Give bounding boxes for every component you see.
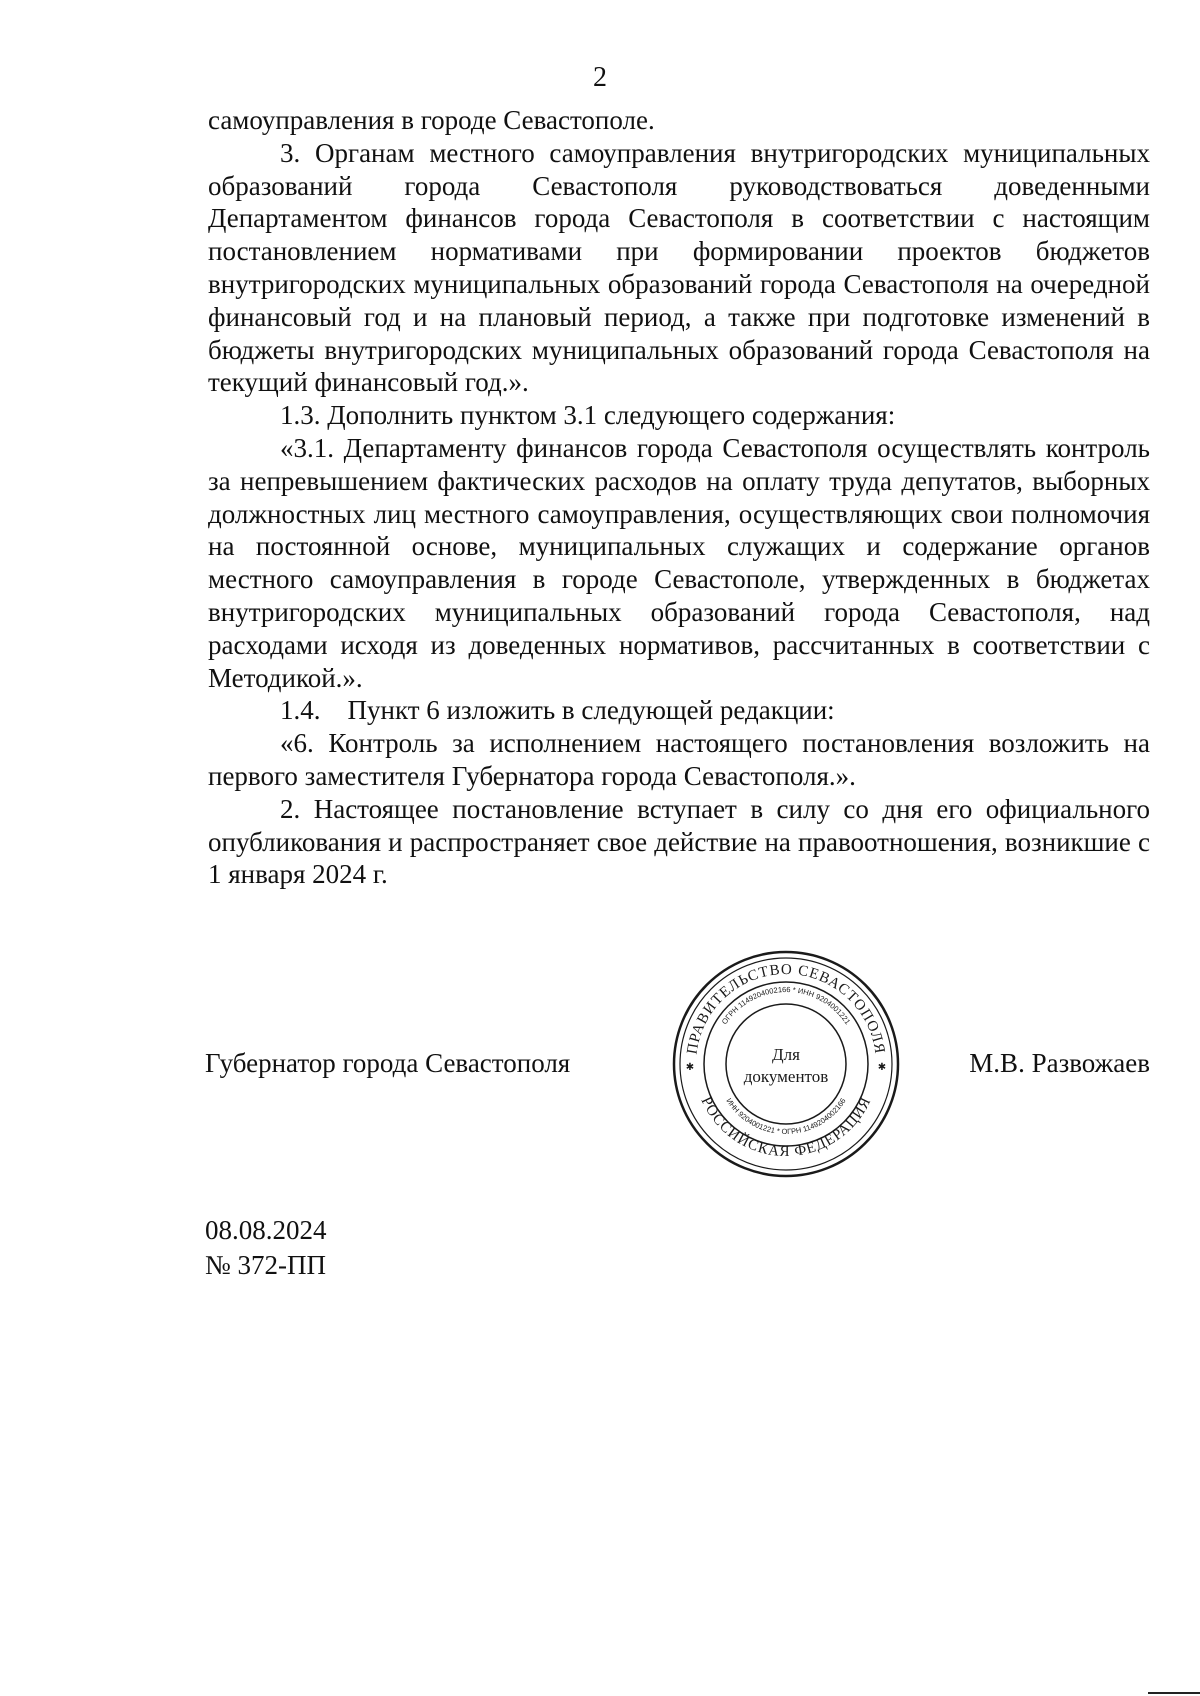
- seal-center-line-1: Для: [772, 1045, 800, 1064]
- signatory-name: М.В. Развожаев: [969, 1048, 1150, 1078]
- document-body: [208, 104, 1150, 891]
- paragraph-continuation: самоуправления в городе Севастополе.: [208, 105, 655, 135]
- seal-star-right-icon: ✱: [877, 1062, 887, 1073]
- paragraph-item-3-1: «3.1. Департаменту финансов города Севастополя осуществлять контроль за непревышением фактических расходов на оплату труда депутатов, выборных должностных лиц местного самоуправления, осуществляющих свои полномочия на постоянной основе, муниципальных служащих и содержание органов местного самоуправления в городе Севастополе, утвержденных в бюджетах внутригородских муниципальных образований города Севастополя, над расходами исходя из доведенных нормативов, рассчитанных в соответствии с Методикой.».: [208, 432, 1150, 693]
- document-date: 08.08.2024: [205, 1215, 327, 1245]
- paragraph-item-1-3: 1.3. Дополнить пунктом 3.1 следующего содержания:: [280, 400, 896, 431]
- paragraph-item-6: «6. Контроль за исполнением настоящего постановления возложить на первого заместителя Губернатора города Севастополя.».: [208, 728, 1150, 791]
- paragraph-item-3: 3. Органам местного самоуправления внутригородских муниципальных образований города Севастополя руководствоваться доведенными Департаментом финансов города Севастополя в соответствии с настоящим постановлением нормативами при формировании проектов бюджетов внутригородских муниципальных образований города Севастополя на очередной финансовый год и на плановый период, а также при подготовке изменений в бюджеты внутригородских муниципальных образований города Севастополя на текущий финансовый год.».: [208, 137, 1150, 398]
- seal-outer-text-top: ПРАВИТЕЛЬСТВО СЕВАСТОПОЛЯ: [684, 961, 888, 1056]
- seal-inner-text-top: ОГРН 1149204002166 * ИНН 9204001221: [719, 984, 853, 1027]
- paragraph-item-1-4: 1.4. Пункт 6 изложить в следующей редакции:: [280, 695, 835, 726]
- paragraph-item-2: 2. Настоящее постановление вступает в силу со дня его официального опубликования и распространяет свое действие на правоотношения, возникшие с 1 января 2024 г.: [208, 793, 1150, 890]
- svg-text:ИНН 9204001221 * ОГРН 11492040: [724, 1096, 847, 1136]
- official-seal: [670, 948, 902, 1180]
- signatory-position: Губернатор города Севастополя: [205, 1048, 571, 1078]
- page-number: 2: [593, 62, 607, 93]
- document-meta: [205, 1213, 327, 1283]
- page-corner-line: [1148, 1692, 1200, 1694]
- document-number: № 372-ПП: [205, 1250, 326, 1280]
- seal-inner-text-bottom: ИНН 9204001221 * ОГРН 1149204002166: [724, 1096, 848, 1137]
- seal-outer-text-bottom: РОССИЙСКАЯ ФЕДЕРАЦИЯ: [697, 1094, 875, 1161]
- seal-center-line-2: документов: [743, 1067, 829, 1086]
- seal-star-left-icon: ✱: [685, 1062, 695, 1073]
